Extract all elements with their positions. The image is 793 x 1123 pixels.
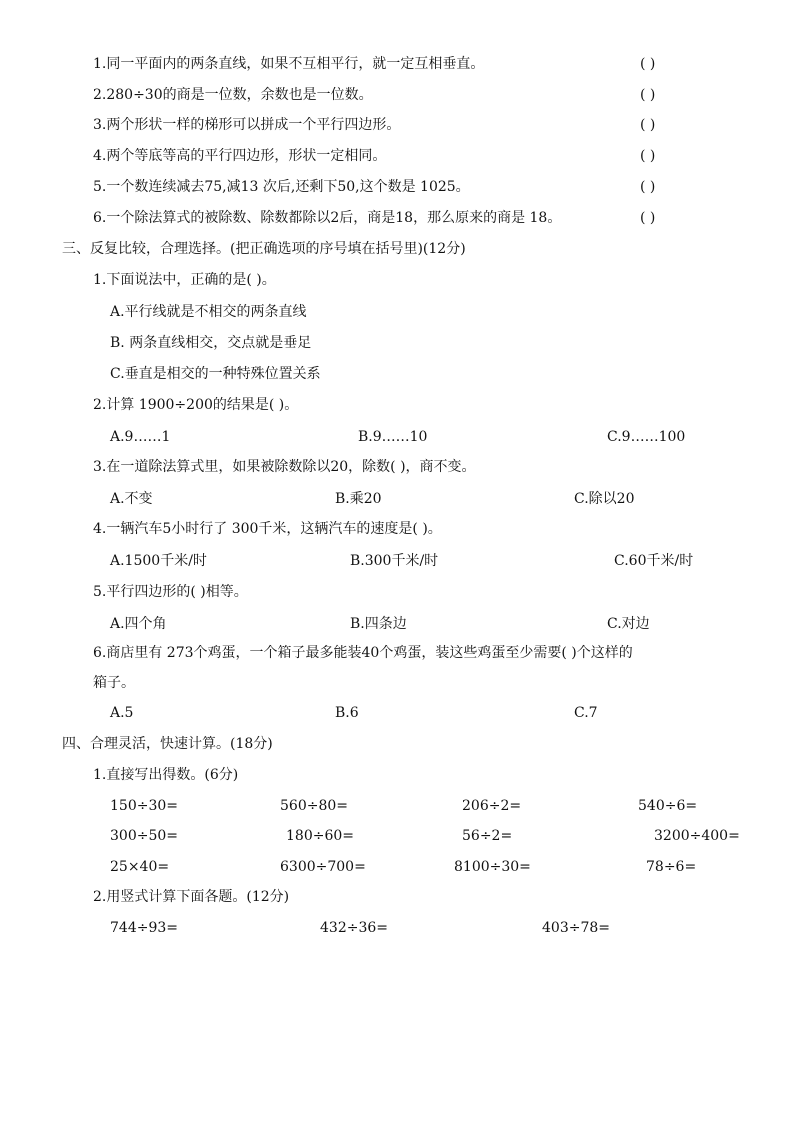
choice-q5-option-b[interactable]: B.四条边 (350, 616, 407, 632)
choice-q2-option-b[interactable]: B.9……10 (358, 429, 428, 445)
vertical-calc-heading: 2.用竖式计算下面各题。(12分) (93, 889, 290, 905)
oral-calc-item: 56÷2= (462, 828, 513, 844)
oral-calc-item: 560÷80= (280, 798, 348, 814)
oral-calc-item: 300÷50= (110, 828, 178, 844)
choice-q3-option-a[interactable]: A.不变 (110, 491, 153, 507)
choice-q1-option-b[interactable]: B. 两条直线相交，交点就是垂足 (110, 335, 312, 351)
choice-q2-option-c[interactable]: C.9……100 (607, 429, 686, 445)
choice-q6-option-c[interactable]: C.7 (574, 705, 598, 721)
oral-calc-item: 150÷30= (110, 798, 178, 814)
judgment-answer-blank-5[interactable]: ( ) (640, 179, 656, 195)
judgment-item-5: 5.一个数连续减去75,减13 次后,还剩下50,这个数是 1025。 (93, 179, 470, 195)
choice-q6-stem: 6.商店里有 273个鸡蛋，一个箱子最多能装40个鸡蛋，装这些鸡蛋至少需要( )个这样的 (93, 645, 633, 661)
vertical-calc-item: 744÷93= (110, 920, 178, 936)
choice-q1-stem: 1.下面说法中，正确的是( )。 (93, 272, 276, 288)
vertical-calc-item: 432÷36= (320, 920, 388, 936)
choice-q4-option-c[interactable]: C.60千米/时 (614, 553, 694, 569)
oral-calc-item: 180÷60= (286, 828, 354, 844)
section-3-title: 三、反复比较，合理选择。(把正确选项的序号填在括号里)(12分) (62, 241, 466, 257)
choice-q1-option-a[interactable]: A.平行线就是不相交的两条直线 (110, 304, 307, 320)
choice-q5-stem: 5.平行四边形的( )相等。 (93, 584, 248, 600)
vertical-calc-item: 403÷78= (542, 920, 610, 936)
section-4-title: 四、合理灵活，快速计算。(18分) (62, 736, 273, 752)
choice-q1-option-c[interactable]: C.垂直是相交的一种特殊位置关系 (110, 366, 321, 382)
choice-q6-option-a[interactable]: A.5 (110, 705, 134, 721)
choice-q6-stem-continued: 箱子。 (93, 675, 135, 691)
oral-calc-item: 78÷6= (646, 859, 697, 875)
judgment-answer-blank-4[interactable]: ( ) (640, 148, 656, 164)
choice-q3-option-b[interactable]: B.乘20 (335, 491, 382, 507)
judgment-answer-blank-2[interactable]: ( ) (640, 87, 656, 103)
oral-calc-item: 8100÷30= (454, 859, 531, 875)
choice-q2-option-a[interactable]: A.9……1 (110, 429, 171, 445)
choice-q5-option-a[interactable]: A.四个角 (110, 616, 167, 632)
choice-q5-option-c[interactable]: C.对边 (607, 616, 650, 632)
choice-q2-stem: 2.计算 1900÷200的结果是( )。 (93, 397, 299, 413)
choice-q4-stem: 4.一辆汽车5小时行了 300千米，这辆汽车的速度是( )。 (93, 521, 442, 537)
judgment-answer-blank-1[interactable]: ( ) (640, 56, 656, 72)
choice-q4-option-b[interactable]: B.300千米/时 (350, 553, 439, 569)
judgment-item-6: 6.一个除法算式的被除数、除数都除以2后，商是18，那么原来的商是 18。 (93, 210, 562, 226)
oral-calc-item: 6300÷700= (280, 859, 366, 875)
choice-q6-option-b[interactable]: B.6 (335, 705, 359, 721)
oral-calc-heading: 1.直接写出得数。(6分) (93, 767, 239, 783)
judgment-answer-blank-3[interactable]: ( ) (640, 117, 656, 133)
judgment-item-1: 1.同一平面内的两条直线，如果不互相平行，就一定互相垂直。 (93, 56, 485, 72)
oral-calc-item: 540÷6= (638, 798, 698, 814)
judgment-item-3: 3.两个形状一样的梯形可以拼成一个平行四边形。 (93, 117, 401, 133)
choice-q3-option-c[interactable]: C.除以20 (574, 491, 635, 507)
judgment-answer-blank-6[interactable]: ( ) (640, 210, 656, 226)
choice-q4-option-a[interactable]: A.1500千米/时 (110, 553, 207, 569)
oral-calc-item: 206÷2= (462, 798, 522, 814)
oral-calc-item: 3200÷400= (654, 828, 740, 844)
oral-calc-item: 25×40= (110, 859, 170, 875)
judgment-item-4: 4.两个等底等高的平行四边形，形状一定相同。 (93, 148, 387, 164)
choice-q3-stem: 3.在一道除法算式里，如果被除数除以20，除数( )，商不变。 (93, 459, 476, 475)
judgment-item-2: 2.280÷30的商是一位数，余数也是一位数。 (93, 87, 373, 103)
